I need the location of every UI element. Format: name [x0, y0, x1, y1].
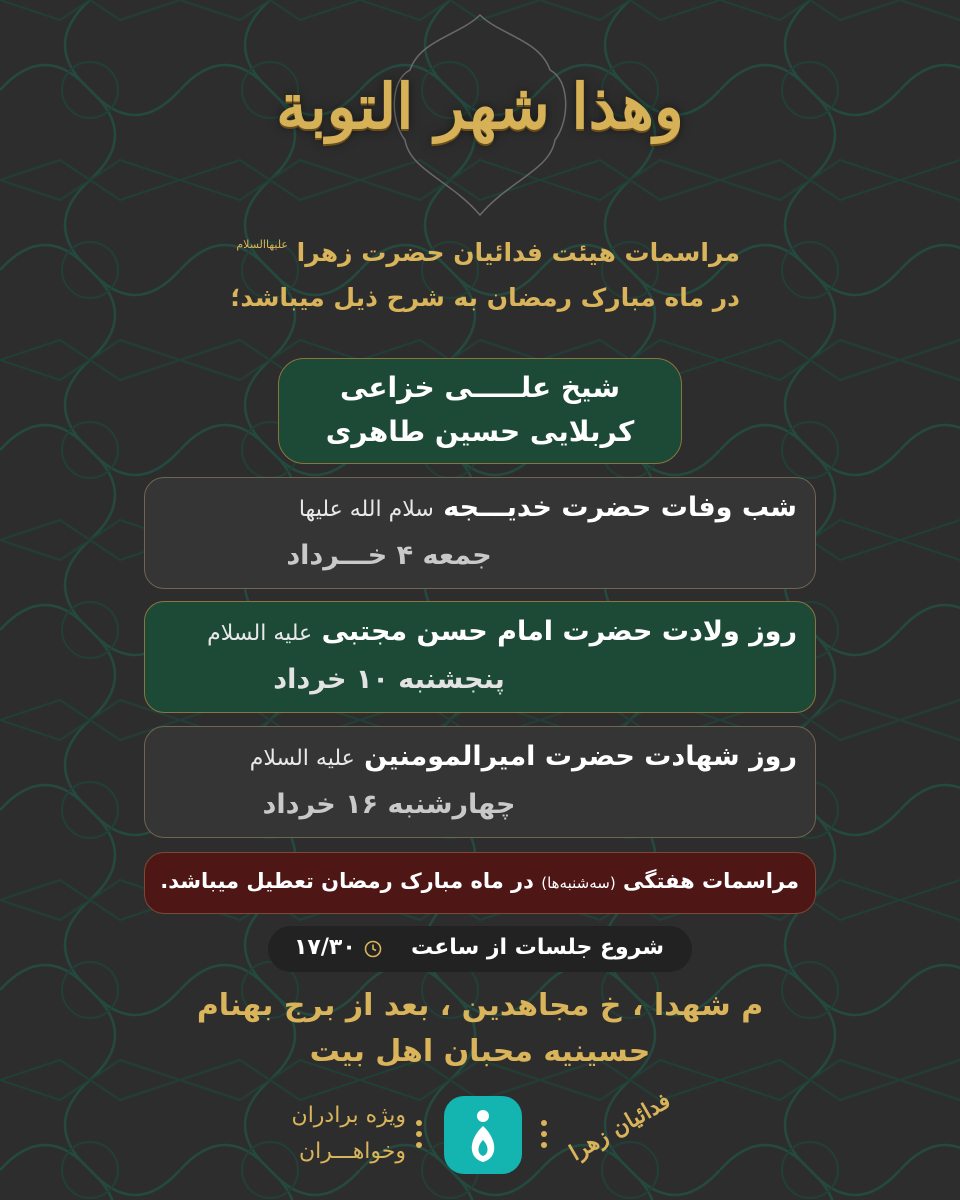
event-card-1: [144, 477, 816, 589]
special-line-2: وخواهـــران: [298, 1139, 406, 1164]
schedule-pill: [268, 926, 692, 972]
event-card-2: [144, 601, 816, 713]
intro-line-1-text: مراسمات هیئت فدائیان حضرت زهرا: [296, 238, 740, 267]
speaker-2: کربلایی حسین طاهری: [325, 415, 635, 448]
notice-small: (سه‌شنبه‌ها): [541, 874, 616, 892]
event-title-text: روز ولادت حضرت امام حسن مجتبی: [321, 616, 797, 647]
organization-logo: [560, 1080, 680, 1190]
event-honorific: سلام الله علیها: [298, 497, 434, 522]
clock-icon: [364, 940, 382, 958]
address-line-1: م شهدا ، خ مجاهدین ، بعد از برج بهنام: [196, 988, 764, 1023]
header-title: وهذا شهر التوبة: [276, 70, 684, 143]
dots-separator-icon: [416, 1120, 422, 1148]
special-line-1: ویژه برادران: [291, 1103, 406, 1128]
logo-text: فدائیان زهرا: [565, 1087, 675, 1167]
event-card-3: [144, 726, 816, 838]
special-note: [236, 1098, 406, 1170]
notice-before: مراسمات هفتگی: [623, 869, 799, 893]
event-honorific: علیه السلام: [207, 621, 313, 646]
schedule-label: شروع جلسات از ساعت: [410, 935, 664, 960]
event-date: چهارشنبه ۱۶ خرداد: [262, 789, 516, 820]
header-calligraphy: [270, 10, 690, 220]
notice-box: [144, 852, 816, 914]
intro-line-1: [200, 238, 740, 267]
app-logo-icon: [444, 1096, 522, 1174]
event-date: جمعه ۴ خـــرداد: [286, 540, 492, 571]
event-title: [163, 741, 797, 772]
event-title: [163, 616, 797, 647]
event-honorific: علیه السلام: [249, 746, 355, 771]
event-title-text: شب وفات حضرت خدیـــجه: [443, 492, 797, 523]
notice-text: [161, 869, 799, 893]
notice-after: در ماه مبارک رمضان تعطیل میباشد.: [160, 869, 534, 893]
schedule-time: ۱۷/۳۰: [294, 935, 356, 960]
event-date: پنجشنبه ۱۰ خرداد: [273, 664, 505, 695]
intro-line-2: در ماه مبارک رمضان به شرح ذیل میباشد؛: [230, 283, 740, 312]
speaker-1: شیخ علـــــی خزاعی: [339, 371, 621, 404]
event-title-text: روز شهادت حضرت امیرالمومنین: [364, 741, 797, 772]
address-line-2: حسینیه محبان اهل بیت: [309, 1034, 651, 1069]
dots-separator-icon: [541, 1120, 547, 1148]
speakers-box: [278, 358, 682, 464]
intro-honorific: علیهاالسلام: [236, 238, 288, 251]
event-title: [163, 492, 797, 523]
